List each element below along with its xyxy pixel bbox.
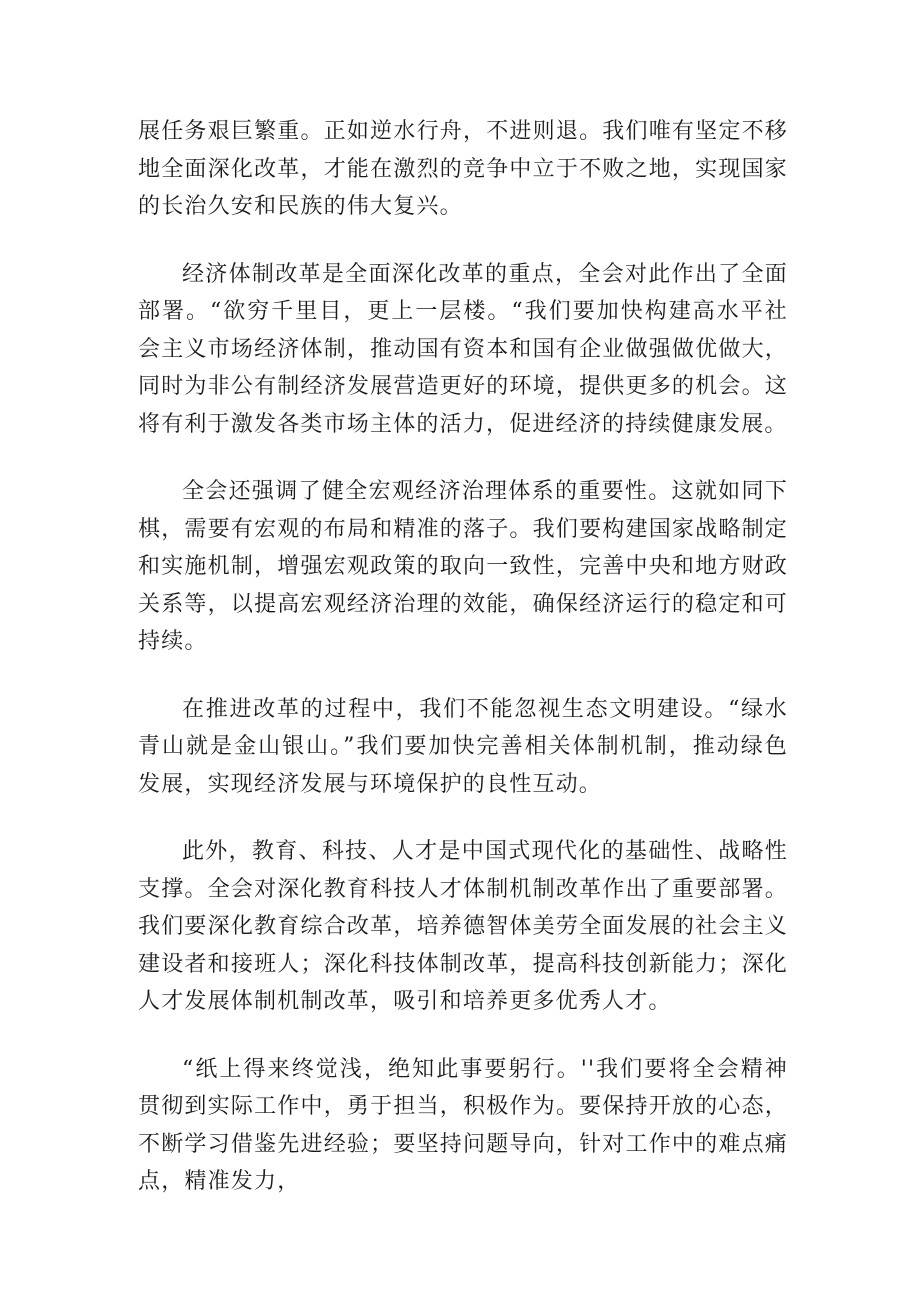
paragraph-education-tech-talent: 此外，教育、科技、人才是中国式现代化的基础性、战略性支撑。全会对深化教育科技人才体制机制改革作出了重要部署。我们要深化教育综合改革，培养德智体美劳全面发展的社会主义建设者和接班人；深化科技体制改革，提高科技创新能力；深化人才发展体制机制改革，吸引和培养更多优秀人才。 [138,839,788,1014]
paragraph-economic-reform: 经济体制改革是全面深化改革的重点，全会对此作出了全面部署。“欲穷千里目，更上一层楼。“我们要加快构建高水平社会主义市场经济体制，推动国有资本和国有企业做强做优做大，同时为非公有制经济发展营造更好的环境，提供更多的机会。这将有利于激发各类市场主体的活力，促进经济的持续健康发展。 [138,261,788,437]
paragraph-ecology: 在推进改革的过程中，我们不能忽视生态文明建设。“绿水青山就是金山银山。”我们要加快完善相关体制机制，推动绿色发展，实现经济发展与环境保护的良性互动。 [138,696,788,797]
paragraph-practice: “纸上得来终觉浅，绝知此事要躬行。''我们要将全会精神贯彻到实际工作中，勇于担当，积极作为。要保持开放的心态，不断学习借鉴先进经验；要坚持问题导向，针对工作中的难点痛点，精准发力， [138,1056,788,1194]
paragraph-continuation: 展任务艰巨繁重。正如逆水行舟，不进则退。我们唯有坚定不移地全面深化改革，才能在激烈的竞争中立于不败之地，实现国家的长治久安和民族的伟大复兴。 [138,119,788,219]
paragraph-macro-governance: 全会还强调了健全宏观经济治理体系的重要性。这就如同下棋，需要有宏观的布局和精准的落子。我们要构建国家战略制定和实施机制，增强宏观政策的取向一致性，完善中央和地方财政关系等，以提高宏观经济治理的效能，确保经济运行的稳定和可持续。 [138,479,788,654]
document-body [138,113,788,1231]
